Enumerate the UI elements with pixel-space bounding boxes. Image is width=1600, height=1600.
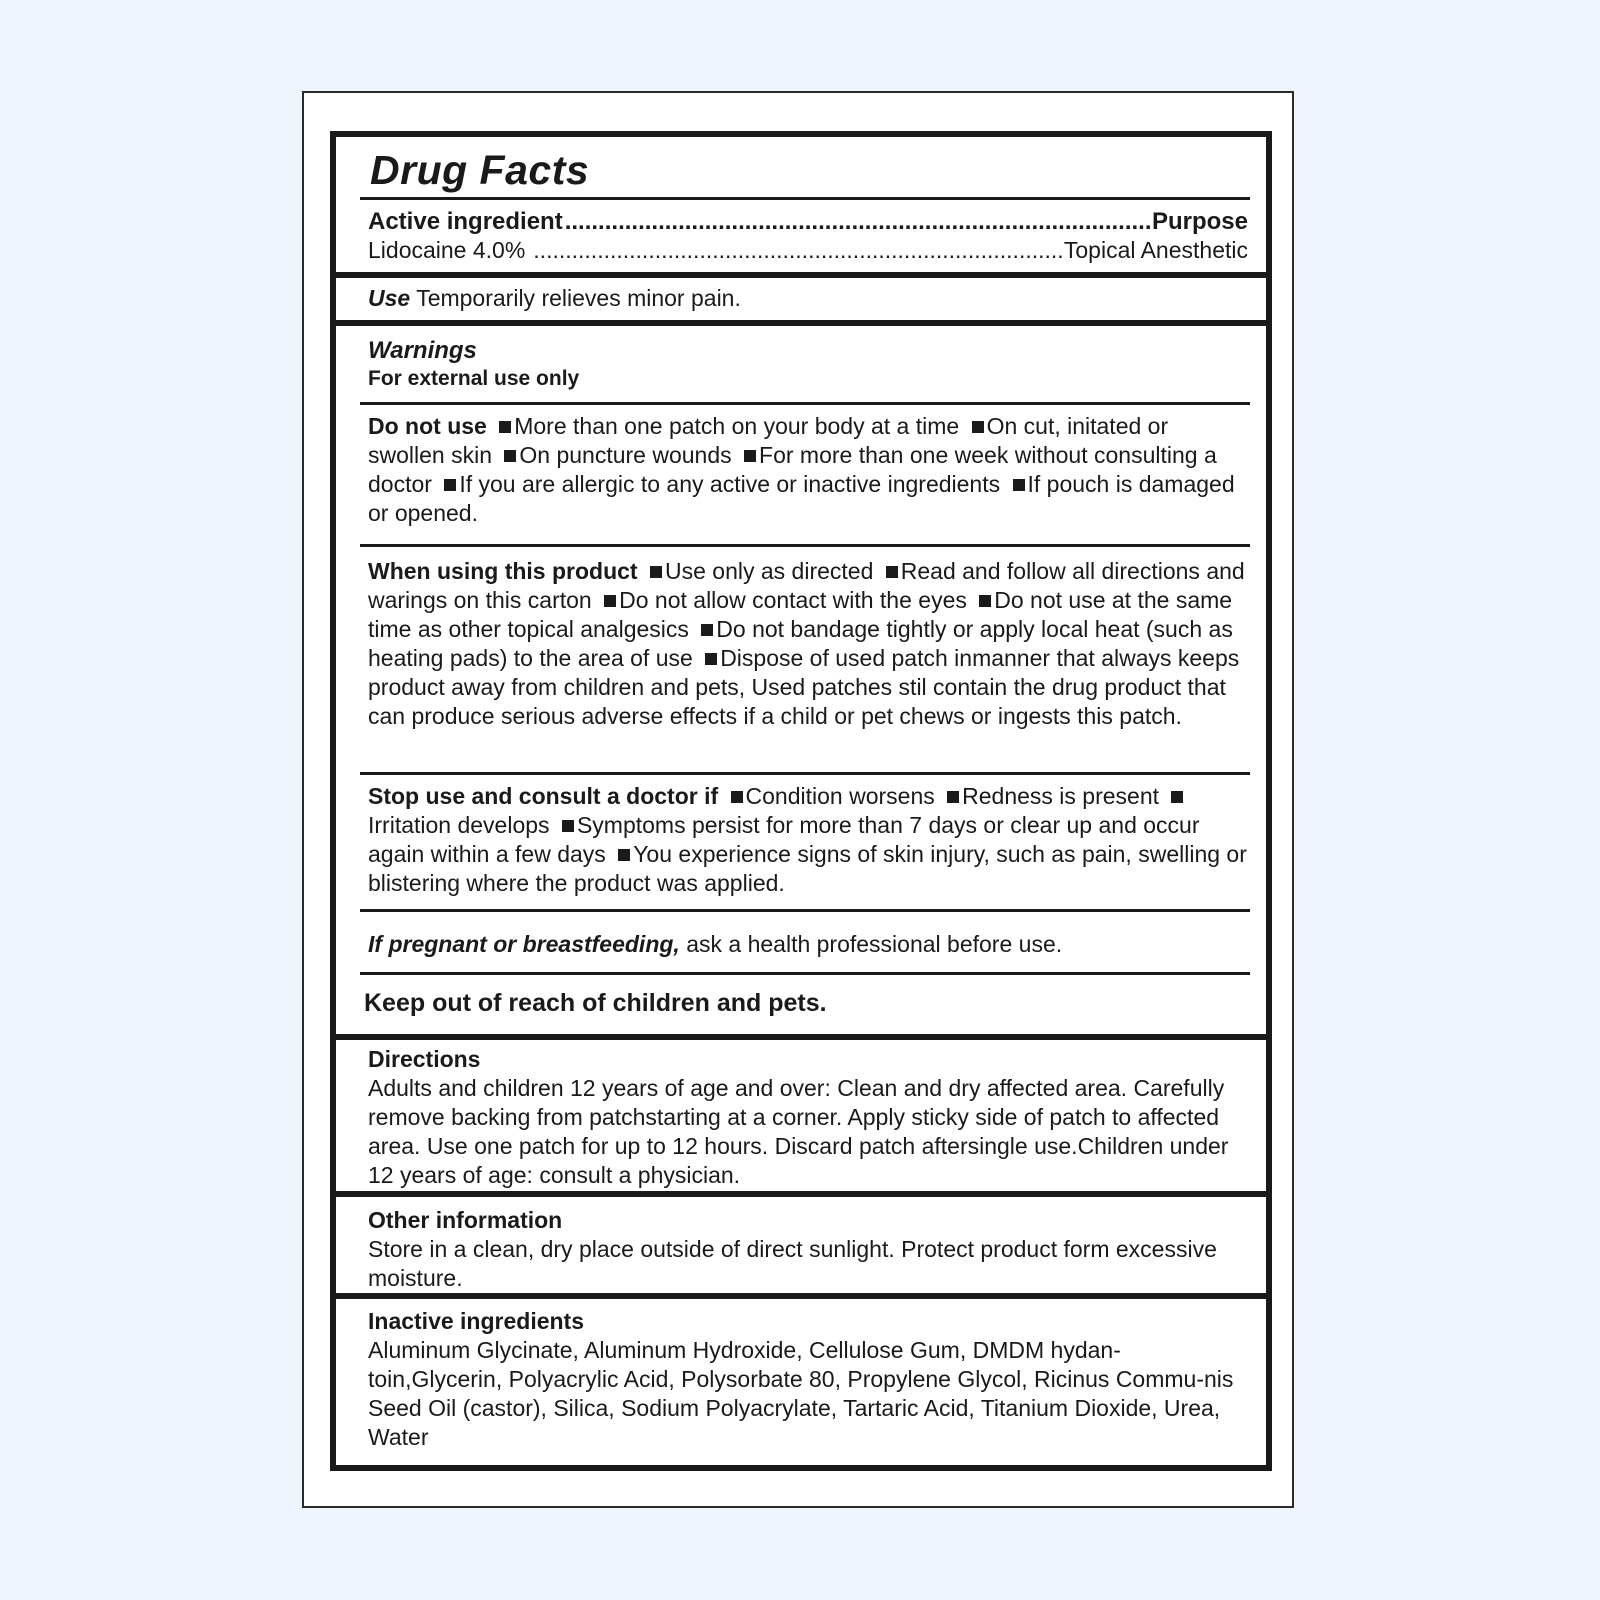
directions-section <box>368 1045 1248 1190</box>
inactive-text: Aluminum Glycinate, Aluminum Hydroxide, Cellulose Gum, DMDM hydan-toin,Glycerin, Polyacrylic Acid, Polysorbate 80, Propylene Glycol, Ricinus Commu-nis Seed Oil (castor), Silica, Sodium Polyacrylate, Tartaric Acid, Titanium Dioxide, Urea, Water <box>368 1337 1234 1450</box>
bullet-icon <box>1171 791 1183 803</box>
divider <box>360 772 1250 775</box>
warning-item: On puncture wounds <box>519 442 732 468</box>
do-not-use-label: Do not use <box>368 413 487 439</box>
pregnancy-label: If pregnant or breastfeeding, <box>368 931 680 957</box>
keep-out-warning: Keep out of reach of children and pets. <box>364 989 827 1017</box>
directions-text: Adults and children 12 years of age and over: Clean and dry affected area. Carefully remove backing from patchstarting at a corner. Apply sticky side of patch to affected area. Use one patch for up to 12 hours. Discard patch aftersingle use.Children under 12 years of age: consult a physician. <box>368 1075 1229 1188</box>
warning-item: More than one patch on your body at a time <box>514 413 960 439</box>
active-header-row <box>368 207 1248 236</box>
warning-item: Do not allow contact with the eyes <box>619 587 967 613</box>
bullet-icon <box>701 624 713 636</box>
active-ingredient-section <box>368 207 1248 265</box>
use-text: Temporarily relieves minor pain. <box>416 285 741 311</box>
bullet-icon <box>504 450 516 462</box>
leader-dots <box>533 236 1062 265</box>
when-using-label: When using this product <box>368 558 638 584</box>
pregnancy-section <box>368 930 1248 959</box>
stop-use-section <box>368 782 1248 898</box>
bullet-icon <box>650 566 662 578</box>
warning-item: Use only as directed <box>664 558 874 584</box>
external-use-note: For external use only <box>368 367 580 390</box>
warning-item: Symptoms persist for more than 7 days or clear up and occur again within a few days <box>368 812 1200 867</box>
bullet-icon <box>731 791 743 803</box>
bullet-icon <box>604 595 616 607</box>
warning-item: If pouch is damaged or opened. <box>368 471 1235 526</box>
divider <box>336 1034 1266 1040</box>
ingredient-value: Lidocaine 4.0% <box>368 237 526 263</box>
other-info-text: Store in a clean, dry place outside of direct sunlight. Protect product form excessive moisture. <box>368 1236 1217 1291</box>
inactive-heading: Inactive ingredients <box>368 1308 585 1334</box>
warning-item: Irritation develops <box>368 812 550 838</box>
purpose-value: Topical Anesthetic <box>1063 237 1248 263</box>
purpose-label: Purpose <box>1151 208 1248 235</box>
warning-item: Do not bandage tightly or apply local heat (such as heating pads) to the area of use <box>368 616 1233 671</box>
divider <box>336 320 1266 326</box>
warning-item: You experience signs of skin injury, such as pain, swelling or blistering where the product was applied. <box>368 841 1247 896</box>
use-section <box>368 284 1248 313</box>
warning-item: Dispose of used patch inmanner that always keeps product away from children and pets, Used patches stil contain the drug product that can produce serious adverse effects if a child or pet chews or ingests this patch. <box>368 645 1240 729</box>
warnings-section <box>368 336 1248 392</box>
bullet-icon <box>618 849 630 861</box>
pregnancy-text: ask a health professional before use. <box>686 931 1063 957</box>
directions-heading: Directions <box>368 1046 481 1072</box>
bullet-icon <box>444 479 456 491</box>
warning-item: Read and follow all directions and warings on this carton <box>368 558 1245 613</box>
divider <box>360 402 1250 405</box>
divider <box>360 909 1250 912</box>
use-label: Use <box>368 285 411 311</box>
leader-dots <box>565 207 1150 236</box>
bullet-icon <box>979 595 991 607</box>
bullet-icon <box>972 421 984 433</box>
divider <box>360 544 1250 547</box>
when-using-section <box>368 557 1248 731</box>
divider <box>336 1191 1266 1197</box>
active-ingredient-label: Active ingredient <box>368 208 563 235</box>
bullet-icon <box>499 421 511 433</box>
warning-item: On cut, initated or swollen skin <box>368 413 1169 468</box>
warning-item: For more than one week without consulting a doctor <box>368 442 1217 497</box>
divider <box>360 972 1250 975</box>
divider <box>360 197 1250 200</box>
bullet-icon <box>744 450 756 462</box>
warning-item: Do not use at the same time as other topical analgesics <box>368 587 1233 642</box>
bullet-icon <box>886 566 898 578</box>
drug-facts-title: Drug Facts <box>370 147 590 193</box>
other-info-section <box>368 1206 1248 1293</box>
stop-use-label: Stop use and consult a doctor if <box>368 783 719 809</box>
bullet-icon <box>1013 479 1025 491</box>
warning-item: Redness is present <box>962 783 1160 809</box>
inactive-ingredients-section <box>368 1307 1248 1452</box>
warning-item: Condition worsens <box>745 783 935 809</box>
active-ingredient-row <box>368 236 1248 265</box>
warnings-heading: Warnings <box>368 337 477 364</box>
bullet-icon <box>947 791 959 803</box>
other-info-heading: Other information <box>368 1207 563 1233</box>
divider <box>336 272 1266 278</box>
drug-facts-panel <box>330 131 1272 1471</box>
bullet-icon <box>562 820 574 832</box>
do-not-use-section <box>368 412 1248 528</box>
warning-item: If you are allergic to any active or inactive ingredients <box>459 471 1001 497</box>
divider <box>336 1293 1266 1299</box>
bullet-icon <box>705 653 717 665</box>
